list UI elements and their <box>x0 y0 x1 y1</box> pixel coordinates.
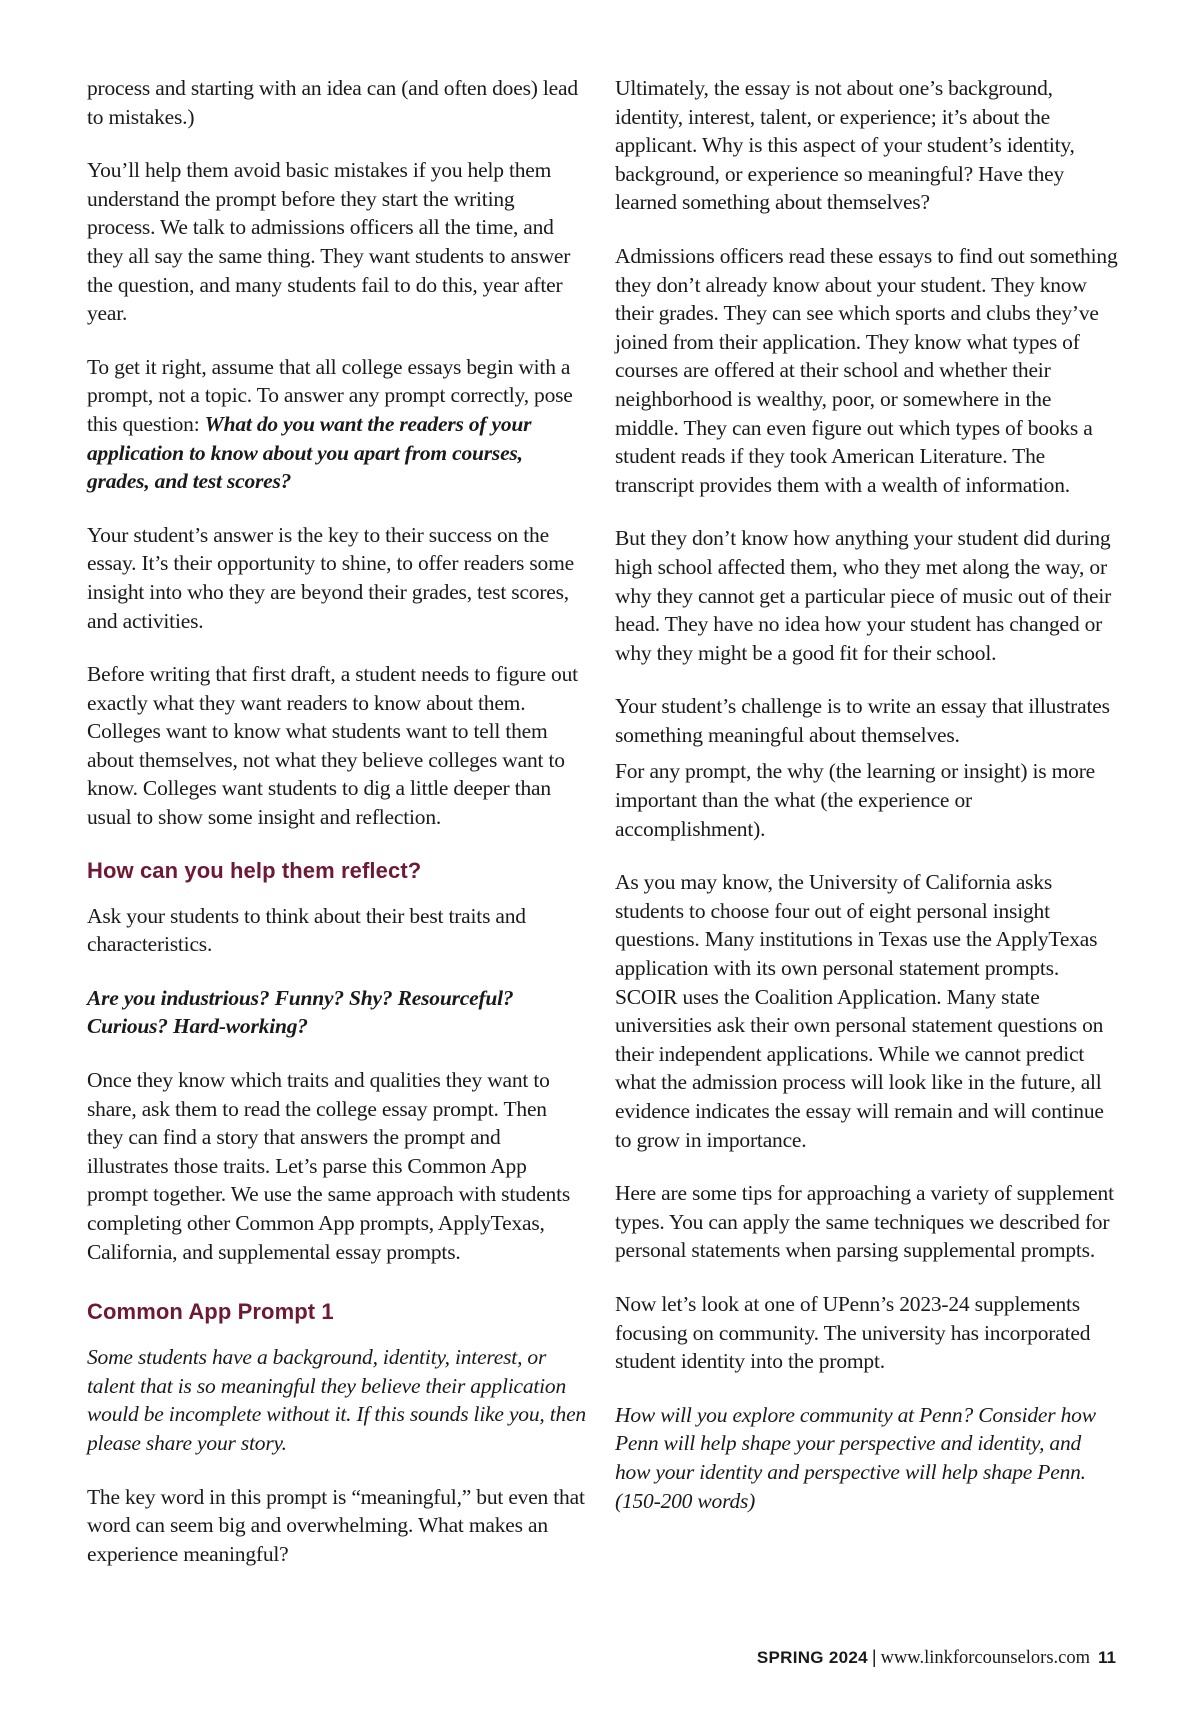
website-link[interactable]: www.linkforcounselors.com <box>880 1648 1091 1668</box>
body-paragraph: Your student’s challenge is to write an essay that illustrates something meaningful about themselves. <box>615 694 1110 747</box>
left-column <box>87 74 587 1593</box>
issue-season: SPRING 2024 <box>756 1648 868 1667</box>
body-paragraph: Here are some tips for approaching a variety of supplement types. You can apply the same techniques we described for personal statements when parsing supplemental prompts. <box>615 1181 1114 1263</box>
body-paragraph: For any prompt, the why (the learning or insight) is more important than the what (the experience or accomplishment). <box>615 759 1096 841</box>
body-paragraph: Before writing that first draft, a student needs to figure out exactly what they want readers to know about them. Colleges want to know what students want to tell them about themselves, not what they believe colleges want to know. Colleges want students to dig a little deeper than usual to show some insight and reflection. <box>87 662 578 830</box>
section-heading-common-app-prompt: Common App Prompt 1 <box>87 1299 334 1325</box>
body-paragraph: Admissions officers read these essays to find out something they don’t already know about your student. They know their grades. They can see which sports and clubs they’ve joined from their application. They know what types of courses are offered at their school and whether their neighborhood is wealthy, poor, or somewhere in the middle. They can even figure out which types of books a student reads if they took American Literature. The transcript provides them with a wealth of information. <box>615 243 1118 497</box>
page-footer <box>757 1645 1116 1670</box>
upenn-prompt-quote: How will you explore community at Penn? Consider how Penn will help shape your perspective and identity, and how your identity and perspective will help shape Penn. (150-200 words) <box>615 1402 1096 1513</box>
section-heading-reflect: How can you help them reflect? <box>87 857 422 883</box>
body-paragraph: Once they know which traits and qualities they want to share, ask them to read the college essay prompt. Then they can find a story that answers the prompt and illustrates those traits. Let’s parse this Common App prompt together. We use the same approach with students completing other Common App prompts, ApplyTexas, California, and supplemental essay prompts. <box>87 1068 571 1264</box>
page-number: 11 <box>1098 1648 1116 1667</box>
body-paragraph: But they don’t know how anything your student did during high school affected them, who they met along the way, or why they cannot get a particular piece of music out of their head. They have no idea how your student has changed or why they might be a good fit for their school. <box>615 526 1112 665</box>
prompt-quote: Some students have a background, identity, interest, or talent that is so meaningful they believe their application would be incomplete without it. If this sounds like you, then please share your story. <box>87 1345 586 1455</box>
footer-separator: | <box>871 1647 877 1667</box>
traits-question-list: Are you industrious? Funny? Shy? Resourceful? Curious? Hard-working? <box>87 985 514 1039</box>
key-question-text: What do you want the readers of your application to know about you apart from courses, grades, and test scores? <box>87 411 532 494</box>
body-paragraph: Now let’s look at one of UPenn’s 2023-24 supplements focusing on community. The university has incorporated student identity into the prompt. <box>615 1291 1091 1374</box>
paragraph-lead-text: To get it right, assume that all college essays begin with a prompt, not a topic. To answer any prompt correctly, pose this question: <box>87 354 573 436</box>
body-paragraph: Your student’s answer is the key to their success on the essay. It’s their opportunity to shine, to offer readers some insight into who they are beyond their grades, test scores, and activities. <box>87 522 574 633</box>
body-paragraph: As you may know, the University of California asks students to choose four out of eight personal insight questions. Many institutions in Texas use the ApplyTexas application with its own personal statement prompts. SCOIR uses the Coalition Application. Many state universities ask their own personal statement questions on their independent applications. While we cannot predict what the admission process will look like in the future, all evidence indicates the essay will remain and will continue to grow in importance. <box>615 870 1104 1152</box>
body-paragraph: Ultimately, the essay is not about one’s background, identity, interest, talent, or experience; it’s about the applicant. Why is this aspect of your student’s identity, background, or experience so meaningful? Have they learned something about themselves? <box>615 76 1075 215</box>
body-paragraph: Ask your students to think about their best traits and characteristics. <box>87 903 526 957</box>
right-column <box>615 74 1120 1540</box>
body-paragraph-with-question <box>87 353 587 496</box>
body-paragraph: You’ll help them avoid basic mistakes if you help them understand the prompt before they start the writing process. We talk to admissions officers all the time, and they all say the same thing. They want students to answer the question, and many students fail to do this, year after year. <box>87 158 571 326</box>
body-paragraph: process and starting with an idea can (and often does) lead to mistakes.) <box>87 76 578 129</box>
body-paragraph: The key word in this prompt is “meaningful,” but even that word can seem big and overwhelming. What makes an experience meaningful? <box>87 1484 585 1566</box>
